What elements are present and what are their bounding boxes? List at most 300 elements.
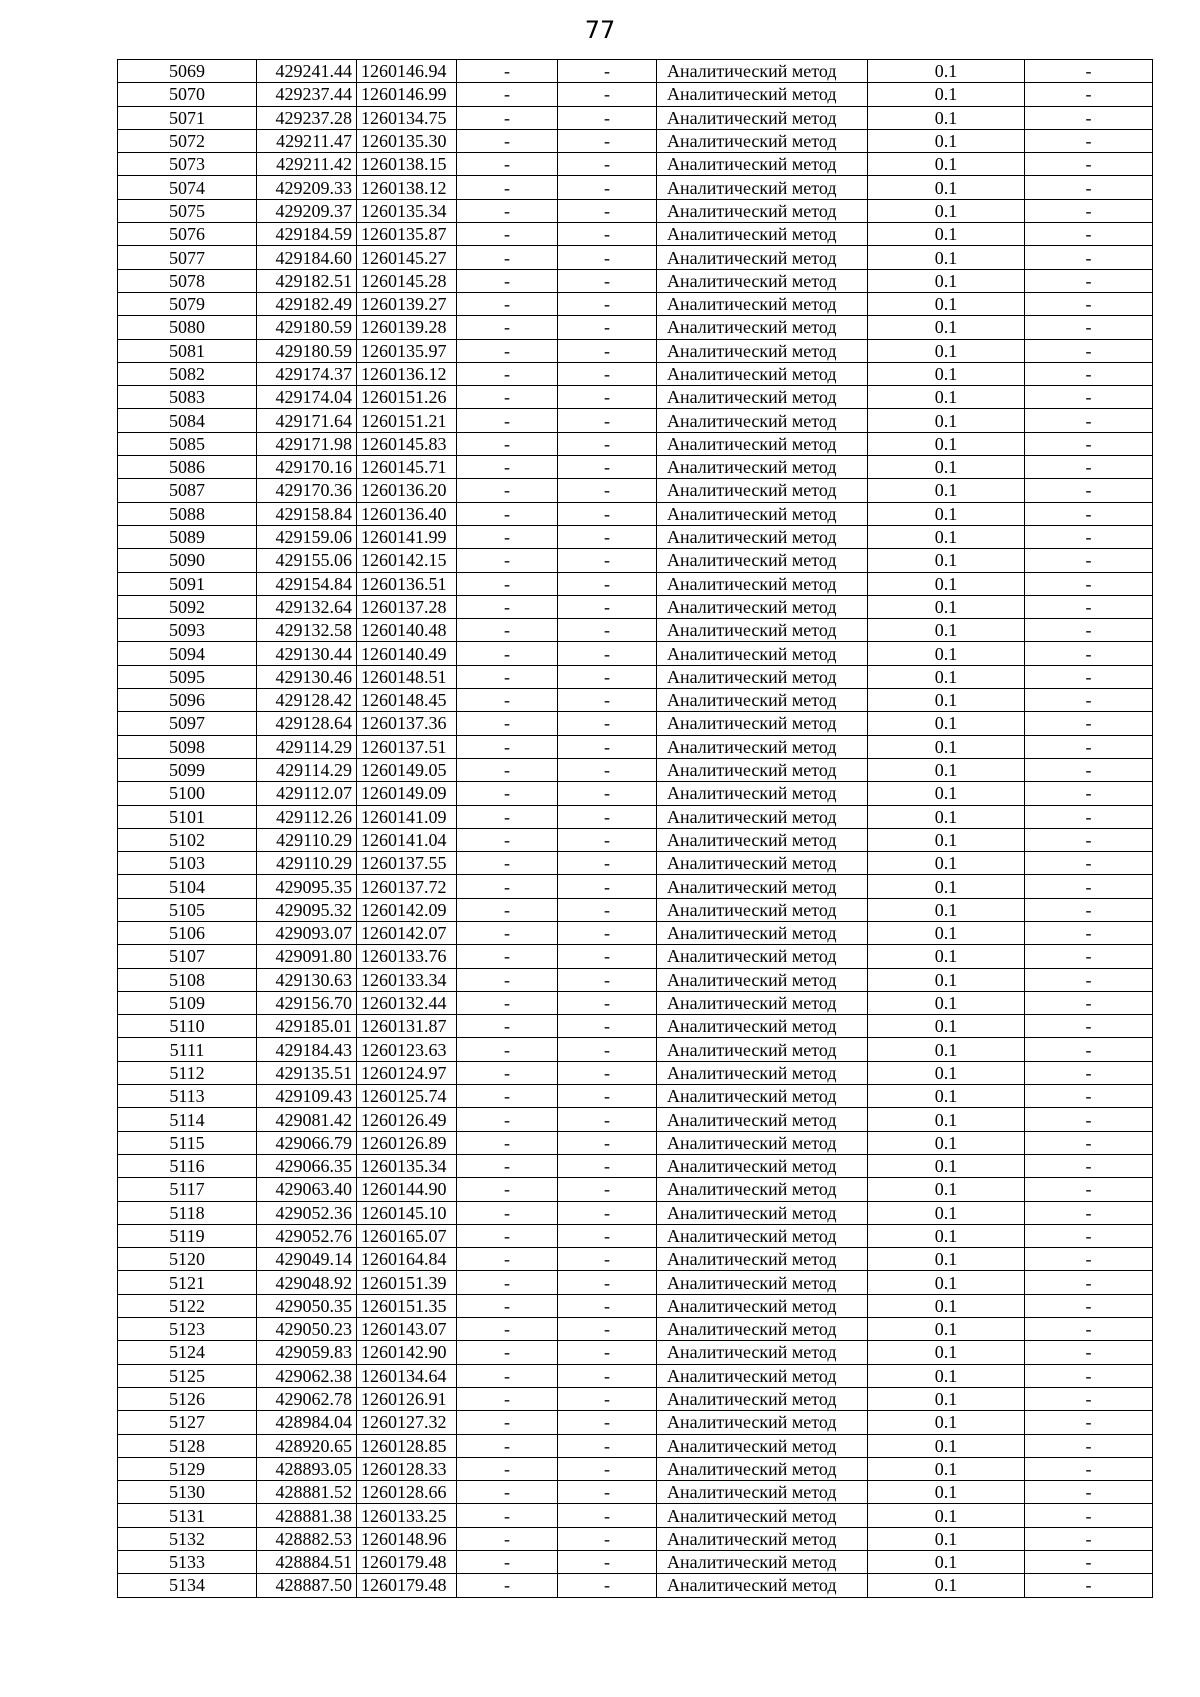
- precision-cell: 0.1: [868, 1551, 1025, 1574]
- dash-cell: -: [558, 735, 657, 758]
- table-row: [118, 432, 1153, 455]
- y-coordinate-cell: 1260137.72: [357, 875, 457, 898]
- method-cell: Аналитический метод: [657, 502, 868, 525]
- precision-cell: 0.1: [868, 1271, 1025, 1294]
- dash-cell: -: [1025, 642, 1153, 665]
- x-coordinate-cell: 429112.07: [257, 782, 357, 805]
- y-coordinate-cell: 1260124.97: [357, 1061, 457, 1084]
- dash-cell: -: [1025, 386, 1153, 409]
- x-coordinate-cell: 429184.59: [257, 223, 357, 246]
- table-row: [118, 1504, 1153, 1527]
- method-cell: Аналитический метод: [657, 1364, 868, 1387]
- dash-cell: -: [1025, 1015, 1153, 1038]
- point-number-cell: 5117: [118, 1178, 257, 1201]
- dash-cell: -: [1025, 619, 1153, 642]
- dash-cell: -: [558, 828, 657, 851]
- x-coordinate-cell: 429135.51: [257, 1061, 357, 1084]
- dash-cell: -: [457, 1387, 558, 1410]
- dash-cell: -: [558, 1411, 657, 1434]
- dash-cell: -: [457, 991, 558, 1014]
- dash-cell: -: [558, 1387, 657, 1410]
- y-coordinate-cell: 1260138.12: [357, 176, 457, 199]
- method-cell: Аналитический метод: [657, 1551, 868, 1574]
- dash-cell: -: [558, 619, 657, 642]
- table-row: [118, 968, 1153, 991]
- method-cell: Аналитический метод: [657, 1318, 868, 1341]
- point-number-cell: 5090: [118, 549, 257, 572]
- precision-cell: 0.1: [868, 223, 1025, 246]
- point-number-cell: 5069: [118, 60, 257, 83]
- dash-cell: -: [1025, 1527, 1153, 1550]
- dash-cell: -: [1025, 1411, 1153, 1434]
- dash-cell: -: [1025, 246, 1153, 269]
- x-coordinate-cell: 429052.36: [257, 1201, 357, 1224]
- dash-cell: -: [457, 875, 558, 898]
- method-cell: Аналитический метод: [657, 689, 868, 712]
- table-row: [118, 852, 1153, 875]
- dash-cell: -: [457, 1481, 558, 1504]
- table-row: [118, 1061, 1153, 1084]
- precision-cell: 0.1: [868, 1341, 1025, 1364]
- dash-cell: -: [558, 1434, 657, 1457]
- x-coordinate-cell: 429062.38: [257, 1364, 357, 1387]
- dash-cell: -: [1025, 1434, 1153, 1457]
- point-number-cell: 5076: [118, 223, 257, 246]
- method-cell: Аналитический метод: [657, 292, 868, 315]
- x-coordinate-cell: 429209.37: [257, 199, 357, 222]
- dash-cell: -: [1025, 409, 1153, 432]
- dash-cell: -: [1025, 1504, 1153, 1527]
- y-coordinate-cell: 1260136.51: [357, 572, 457, 595]
- precision-cell: 0.1: [868, 665, 1025, 688]
- dash-cell: -: [1025, 991, 1153, 1014]
- dash-cell: -: [558, 1364, 657, 1387]
- table-row: [118, 805, 1153, 828]
- point-number-cell: 5080: [118, 316, 257, 339]
- dash-cell: -: [1025, 269, 1153, 292]
- point-number-cell: 5123: [118, 1318, 257, 1341]
- point-number-cell: 5103: [118, 852, 257, 875]
- method-cell: Аналитический метод: [657, 1387, 868, 1410]
- y-coordinate-cell: 1260141.04: [357, 828, 457, 851]
- precision-cell: 0.1: [868, 1038, 1025, 1061]
- dash-cell: -: [457, 83, 558, 106]
- y-coordinate-cell: 1260142.90: [357, 1341, 457, 1364]
- y-coordinate-cell: 1260165.07: [357, 1224, 457, 1247]
- point-number-cell: 5084: [118, 409, 257, 432]
- y-coordinate-cell: 1260128.33: [357, 1457, 457, 1480]
- precision-cell: 0.1: [868, 828, 1025, 851]
- table-row: [118, 1341, 1153, 1364]
- y-coordinate-cell: 1260145.28: [357, 269, 457, 292]
- x-coordinate-cell: 428920.65: [257, 1434, 357, 1457]
- y-coordinate-cell: 1260136.12: [357, 362, 457, 385]
- table-row: [118, 1248, 1153, 1271]
- point-number-cell: 5085: [118, 432, 257, 455]
- dash-cell: -: [1025, 875, 1153, 898]
- x-coordinate-cell: 429062.78: [257, 1387, 357, 1410]
- dash-cell: -: [558, 1178, 657, 1201]
- method-cell: Аналитический метод: [657, 199, 868, 222]
- table-row: [118, 1364, 1153, 1387]
- table-row: [118, 782, 1153, 805]
- dash-cell: -: [558, 409, 657, 432]
- dash-cell: -: [457, 525, 558, 548]
- dash-cell: -: [1025, 805, 1153, 828]
- y-coordinate-cell: 1260179.48: [357, 1551, 457, 1574]
- y-coordinate-cell: 1260145.83: [357, 432, 457, 455]
- dash-cell: -: [558, 106, 657, 129]
- dash-cell: -: [457, 968, 558, 991]
- dash-cell: -: [1025, 852, 1153, 875]
- x-coordinate-cell: 429066.35: [257, 1154, 357, 1177]
- precision-cell: 0.1: [868, 689, 1025, 712]
- precision-cell: 0.1: [868, 945, 1025, 968]
- coordinates-table-body: [118, 60, 1153, 1598]
- y-coordinate-cell: 1260148.96: [357, 1527, 457, 1550]
- dash-cell: -: [457, 945, 558, 968]
- precision-cell: 0.1: [868, 735, 1025, 758]
- dash-cell: -: [1025, 595, 1153, 618]
- y-coordinate-cell: 1260145.10: [357, 1201, 457, 1224]
- dash-cell: -: [558, 479, 657, 502]
- precision-cell: 0.1: [868, 479, 1025, 502]
- y-coordinate-cell: 1260164.84: [357, 1248, 457, 1271]
- table-row: [118, 409, 1153, 432]
- precision-cell: 0.1: [868, 1131, 1025, 1154]
- dash-cell: -: [457, 1527, 558, 1550]
- method-cell: Аналитический метод: [657, 60, 868, 83]
- x-coordinate-cell: 429130.44: [257, 642, 357, 665]
- x-coordinate-cell: 429171.98: [257, 432, 357, 455]
- precision-cell: 0.1: [868, 549, 1025, 572]
- point-number-cell: 5120: [118, 1248, 257, 1271]
- dash-cell: -: [1025, 1574, 1153, 1597]
- point-number-cell: 5082: [118, 362, 257, 385]
- method-cell: Аналитический метод: [657, 1131, 868, 1154]
- y-coordinate-cell: 1260126.49: [357, 1108, 457, 1131]
- dash-cell: -: [457, 339, 558, 362]
- table-row: [118, 898, 1153, 921]
- x-coordinate-cell: 429184.60: [257, 246, 357, 269]
- dash-cell: -: [457, 223, 558, 246]
- precision-cell: 0.1: [868, 875, 1025, 898]
- dash-cell: -: [1025, 1108, 1153, 1131]
- precision-cell: 0.1: [868, 712, 1025, 735]
- point-number-cell: 5078: [118, 269, 257, 292]
- dash-cell: -: [1025, 665, 1153, 688]
- x-coordinate-cell: 429170.36: [257, 479, 357, 502]
- y-coordinate-cell: 1260137.51: [357, 735, 457, 758]
- method-cell: Аналитический метод: [657, 1341, 868, 1364]
- precision-cell: 0.1: [868, 83, 1025, 106]
- precision-cell: 0.1: [868, 782, 1025, 805]
- x-coordinate-cell: 429093.07: [257, 921, 357, 944]
- point-number-cell: 5132: [118, 1527, 257, 1550]
- dash-cell: -: [457, 1108, 558, 1131]
- dash-cell: -: [457, 852, 558, 875]
- method-cell: Аналитический метод: [657, 316, 868, 339]
- dash-cell: -: [1025, 782, 1153, 805]
- y-coordinate-cell: 1260126.89: [357, 1131, 457, 1154]
- x-coordinate-cell: 429128.42: [257, 689, 357, 712]
- method-cell: Аналитический метод: [657, 1224, 868, 1247]
- precision-cell: 0.1: [868, 176, 1025, 199]
- method-cell: Аналитический метод: [657, 129, 868, 152]
- dash-cell: -: [457, 362, 558, 385]
- table-row: [118, 1015, 1153, 1038]
- point-number-cell: 5091: [118, 572, 257, 595]
- point-number-cell: 5092: [118, 595, 257, 618]
- dash-cell: -: [1025, 83, 1153, 106]
- x-coordinate-cell: 429063.40: [257, 1178, 357, 1201]
- table-row: [118, 665, 1153, 688]
- dash-cell: -: [558, 432, 657, 455]
- dash-cell: -: [457, 689, 558, 712]
- precision-cell: 0.1: [868, 456, 1025, 479]
- x-coordinate-cell: 428884.51: [257, 1551, 357, 1574]
- dash-cell: -: [457, 1504, 558, 1527]
- dash-cell: -: [558, 1061, 657, 1084]
- point-number-cell: 5113: [118, 1085, 257, 1108]
- table-row: [118, 945, 1153, 968]
- y-coordinate-cell: 1260141.09: [357, 805, 457, 828]
- point-number-cell: 5126: [118, 1387, 257, 1410]
- table-row: [118, 479, 1153, 502]
- method-cell: Аналитический метод: [657, 1061, 868, 1084]
- dash-cell: -: [558, 1551, 657, 1574]
- x-coordinate-cell: 429170.16: [257, 456, 357, 479]
- dash-cell: -: [1025, 1154, 1153, 1177]
- dash-cell: -: [1025, 828, 1153, 851]
- dash-cell: -: [558, 386, 657, 409]
- dash-cell: -: [1025, 945, 1153, 968]
- dash-cell: -: [558, 60, 657, 83]
- x-coordinate-cell: 429052.76: [257, 1224, 357, 1247]
- dash-cell: -: [1025, 735, 1153, 758]
- table-row: [118, 60, 1153, 83]
- point-number-cell: 5111: [118, 1038, 257, 1061]
- point-number-cell: 5128: [118, 1434, 257, 1457]
- dash-cell: -: [1025, 1457, 1153, 1480]
- precision-cell: 0.1: [868, 1364, 1025, 1387]
- x-coordinate-cell: 429132.58: [257, 619, 357, 642]
- table-row: [118, 572, 1153, 595]
- table-row: [118, 176, 1153, 199]
- dash-cell: -: [457, 479, 558, 502]
- precision-cell: 0.1: [868, 1481, 1025, 1504]
- dash-cell: -: [558, 1015, 657, 1038]
- point-number-cell: 5072: [118, 129, 257, 152]
- dash-cell: -: [558, 572, 657, 595]
- table-row: [118, 642, 1153, 665]
- dash-cell: -: [1025, 1178, 1153, 1201]
- precision-cell: 0.1: [868, 921, 1025, 944]
- method-cell: Аналитический метод: [657, 898, 868, 921]
- dash-cell: -: [457, 1318, 558, 1341]
- table-row: [118, 1411, 1153, 1434]
- table-row: [118, 1294, 1153, 1317]
- point-number-cell: 5073: [118, 153, 257, 176]
- precision-cell: 0.1: [868, 386, 1025, 409]
- method-cell: Аналитический метод: [657, 1481, 868, 1504]
- dash-cell: -: [558, 83, 657, 106]
- point-number-cell: 5074: [118, 176, 257, 199]
- y-coordinate-cell: 1260137.28: [357, 595, 457, 618]
- method-cell: Аналитический метод: [657, 875, 868, 898]
- precision-cell: 0.1: [868, 1504, 1025, 1527]
- point-number-cell: 5089: [118, 525, 257, 548]
- dash-cell: -: [457, 502, 558, 525]
- dash-cell: -: [558, 642, 657, 665]
- y-coordinate-cell: 1260149.09: [357, 782, 457, 805]
- precision-cell: 0.1: [868, 1201, 1025, 1224]
- point-number-cell: 5083: [118, 386, 257, 409]
- dash-cell: -: [1025, 153, 1153, 176]
- method-cell: Аналитический метод: [657, 432, 868, 455]
- method-cell: Аналитический метод: [657, 1108, 868, 1131]
- dash-cell: -: [558, 456, 657, 479]
- point-number-cell: 5131: [118, 1504, 257, 1527]
- y-coordinate-cell: 1260133.76: [357, 945, 457, 968]
- x-coordinate-cell: 429050.35: [257, 1294, 357, 1317]
- method-cell: Аналитический метод: [657, 758, 868, 781]
- y-coordinate-cell: 1260125.74: [357, 1085, 457, 1108]
- precision-cell: 0.1: [868, 595, 1025, 618]
- dash-cell: -: [457, 246, 558, 269]
- precision-cell: 0.1: [868, 805, 1025, 828]
- x-coordinate-cell: 429184.43: [257, 1038, 357, 1061]
- dash-cell: -: [457, 1434, 558, 1457]
- table-row: [118, 1085, 1153, 1108]
- dash-cell: -: [558, 898, 657, 921]
- y-coordinate-cell: 1260135.30: [357, 129, 457, 152]
- table-row: [118, 758, 1153, 781]
- dash-cell: -: [1025, 223, 1153, 246]
- y-coordinate-cell: 1260136.40: [357, 502, 457, 525]
- table-row: [118, 153, 1153, 176]
- dash-cell: -: [558, 525, 657, 548]
- dash-cell: -: [457, 1271, 558, 1294]
- dash-cell: -: [1025, 1318, 1153, 1341]
- y-coordinate-cell: 1260126.91: [357, 1387, 457, 1410]
- dash-cell: -: [457, 106, 558, 129]
- x-coordinate-cell: 429114.29: [257, 735, 357, 758]
- y-coordinate-cell: 1260142.09: [357, 898, 457, 921]
- table-row: [118, 875, 1153, 898]
- precision-cell: 0.1: [868, 642, 1025, 665]
- method-cell: Аналитический метод: [657, 805, 868, 828]
- x-coordinate-cell: 428893.05: [257, 1457, 357, 1480]
- dash-cell: -: [457, 316, 558, 339]
- dash-cell: -: [457, 409, 558, 432]
- dash-cell: -: [558, 1224, 657, 1247]
- x-coordinate-cell: 429128.64: [257, 712, 357, 735]
- precision-cell: 0.1: [868, 758, 1025, 781]
- point-number-cell: 5088: [118, 502, 257, 525]
- method-cell: Аналитический метод: [657, 665, 868, 688]
- x-coordinate-cell: 429081.42: [257, 1108, 357, 1131]
- method-cell: Аналитический метод: [657, 269, 868, 292]
- dash-cell: -: [457, 665, 558, 688]
- table-row: [118, 689, 1153, 712]
- method-cell: Аналитический метод: [657, 828, 868, 851]
- x-coordinate-cell: 429109.43: [257, 1085, 357, 1108]
- dash-cell: -: [558, 1131, 657, 1154]
- table-row: [118, 269, 1153, 292]
- x-coordinate-cell: 428882.53: [257, 1527, 357, 1550]
- point-number-cell: 5095: [118, 665, 257, 688]
- y-coordinate-cell: 1260140.49: [357, 642, 457, 665]
- dash-cell: -: [1025, 456, 1153, 479]
- table-row: [118, 1457, 1153, 1480]
- dash-cell: -: [1025, 1201, 1153, 1224]
- precision-cell: 0.1: [868, 316, 1025, 339]
- table-row: [118, 456, 1153, 479]
- dash-cell: -: [457, 735, 558, 758]
- table-row: [118, 1527, 1153, 1550]
- y-coordinate-cell: 1260141.99: [357, 525, 457, 548]
- dash-cell: -: [558, 502, 657, 525]
- table-row: [118, 549, 1153, 572]
- dash-cell: -: [1025, 689, 1153, 712]
- dash-cell: -: [1025, 549, 1153, 572]
- dash-cell: -: [457, 1201, 558, 1224]
- dash-cell: -: [1025, 106, 1153, 129]
- method-cell: Аналитический метод: [657, 1248, 868, 1271]
- precision-cell: 0.1: [868, 1294, 1025, 1317]
- point-number-cell: 5115: [118, 1131, 257, 1154]
- y-coordinate-cell: 1260134.64: [357, 1364, 457, 1387]
- dash-cell: -: [1025, 1551, 1153, 1574]
- dash-cell: -: [558, 362, 657, 385]
- y-coordinate-cell: 1260137.36: [357, 712, 457, 735]
- x-coordinate-cell: 429110.29: [257, 828, 357, 851]
- y-coordinate-cell: 1260139.28: [357, 316, 457, 339]
- dash-cell: -: [558, 689, 657, 712]
- y-coordinate-cell: 1260142.07: [357, 921, 457, 944]
- table-row: [118, 595, 1153, 618]
- method-cell: Аналитический метод: [657, 712, 868, 735]
- x-coordinate-cell: 429130.46: [257, 665, 357, 688]
- dash-cell: -: [457, 386, 558, 409]
- dash-cell: -: [457, 292, 558, 315]
- y-coordinate-cell: 1260128.85: [357, 1434, 457, 1457]
- dash-cell: -: [558, 1504, 657, 1527]
- dash-cell: -: [1025, 432, 1153, 455]
- x-coordinate-cell: 428887.50: [257, 1574, 357, 1597]
- table-row: [118, 1224, 1153, 1247]
- x-coordinate-cell: 429114.29: [257, 758, 357, 781]
- dash-cell: -: [558, 991, 657, 1014]
- y-coordinate-cell: 1260132.44: [357, 991, 457, 1014]
- method-cell: Аналитический метод: [657, 525, 868, 548]
- table-row: [118, 199, 1153, 222]
- method-cell: Аналитический метод: [657, 1271, 868, 1294]
- table-row: [118, 1154, 1153, 1177]
- x-coordinate-cell: 428984.04: [257, 1411, 357, 1434]
- precision-cell: 0.1: [868, 1434, 1025, 1457]
- precision-cell: 0.1: [868, 968, 1025, 991]
- dash-cell: -: [1025, 1224, 1153, 1247]
- y-coordinate-cell: 1260139.27: [357, 292, 457, 315]
- point-number-cell: 5070: [118, 83, 257, 106]
- method-cell: Аналитический метод: [657, 176, 868, 199]
- method-cell: Аналитический метод: [657, 386, 868, 409]
- y-coordinate-cell: 1260179.48: [357, 1574, 457, 1597]
- dash-cell: -: [457, 1061, 558, 1084]
- y-coordinate-cell: 1260134.75: [357, 106, 457, 129]
